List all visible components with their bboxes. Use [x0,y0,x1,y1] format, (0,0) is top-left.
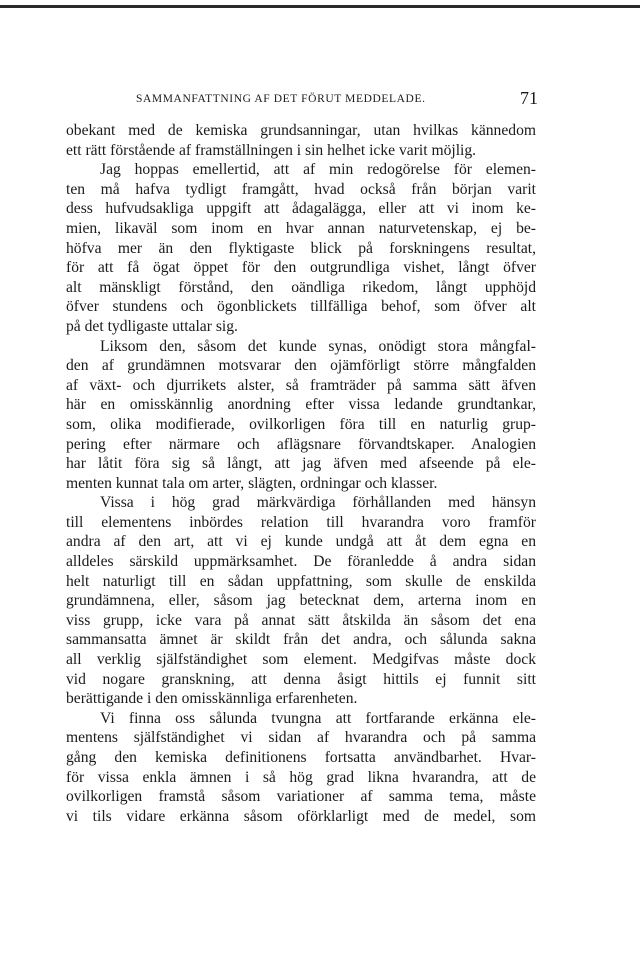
text-line: alldeles särskild uppmärksamhet. De föranledde å andra sidan [66,553,536,571]
page-header [88,88,544,112]
text-line: ovilkorligen framstå såsom variationer af samma tema, måste [66,788,536,806]
text-line: mentens själfständighet vi sidan af hvarandra och på samma [66,729,536,747]
text-line: till elementens inbördes relation till hvarandra voro framför [66,513,536,531]
text-line: öfver stundens och ögonblickets tillfälliga behof, som öfver alt [66,298,536,316]
text-line: den af grundämnen motsvarar den ojämförligt större mångfalden [66,357,536,375]
text-line: viss grupp, icke vara på annat sätt åtskilda än såsom det ena [66,611,536,629]
top-border-rule [0,5,640,8]
text-line: all verklig själfständighet som element. Medgifvas måste dock [66,651,536,669]
running-head: SAMMANFATTNING AF DET FÖRUT MEDDELADE. [136,93,426,105]
text-line: sammansatta ämnet är skildt från det andra, och sålunda sakna [66,631,536,649]
text-line: för vissa enkla ämnen i så hög grad likna hvarandra, att de [66,768,536,786]
text-line: Liksom den, såsom det kunde synas, onödigt stora mångfal- [100,337,536,355]
text-line: pering efter närmare och aflägsnare förvandtskaper. Analogien [66,435,536,453]
text-line: som, olika modifierade, ovilkorligen föra till en naturlig grup- [66,415,536,433]
text-line: vid nogare granskning, att denna åsigt hittils ej funnit sitt [66,670,536,688]
text-line: af växt- och djurrikets alster, så framträder på samma sätt äfven [66,376,536,394]
text-line: ett rätt förstående af framställningen i sin helhet icke varit möjlig. [66,141,477,159]
text-line: Jag hoppas emellertid, att af min redogörelse för elemen- [100,161,536,179]
text-line: helt naturligt till en sådan uppfattning, som skulle de enskilda [66,572,536,590]
text-line: på det tydligaste uttalar sig. [66,317,238,335]
text-line: obekant med de kemiska grundsanningar, utan hvilkas kännedom [66,122,536,139]
text-line: Vissa i hög grad märkvärdiga förhållanden med hänsyn [100,494,536,512]
text-line: mien, likaväl som inom en hvar annan naturvetenskap, ej be- [66,219,536,237]
text-line: grundämnena, eller, såsom jag betecknat dem, arterna inom en [66,592,536,610]
text-line: berättigande i den omisskännliga erfarenheten. [66,690,358,708]
text-line: andra af den art, att vi ej kunde undgå att åt dem egna en [66,533,536,551]
text-line: menten kunnat tala om arter, slägten, ordningar och klasser. [66,474,438,492]
text-line: för att få ögat öppet för den outgrundliga vishet, långt öfver [66,259,536,277]
text-line: ten må hafva tydligt framgått, hvad också från början varit [66,180,536,198]
text-line: gång den kemiska definitionens fortsatta användbarhet. Hvar- [66,749,536,766]
text-line: har låtit föra sig så långt, att jag äfven med afseende på ele- [66,455,536,473]
text-line: här en omisskännlig anordning efter vissa ledande grundtankar, [66,396,536,414]
text-line: dess hufvudsakliga uppgift att ådagalägga, eller att vi inom ke- [66,200,536,218]
text-line: vi tils vidare erkänna såsom oförklarligt med de medel, som [66,807,536,825]
page-number: 71 [520,88,538,108]
text-line: höfva mer än den flyktigaste blick på forskningens resultat, [66,239,536,257]
text-line: Vi finna oss sålunda tvungna att fortfarande erkänna ele- [100,709,536,727]
text-line: alt mänskligt förstånd, den oändliga rikedom, långt upphöjd [66,278,536,296]
body-text [66,121,536,826]
